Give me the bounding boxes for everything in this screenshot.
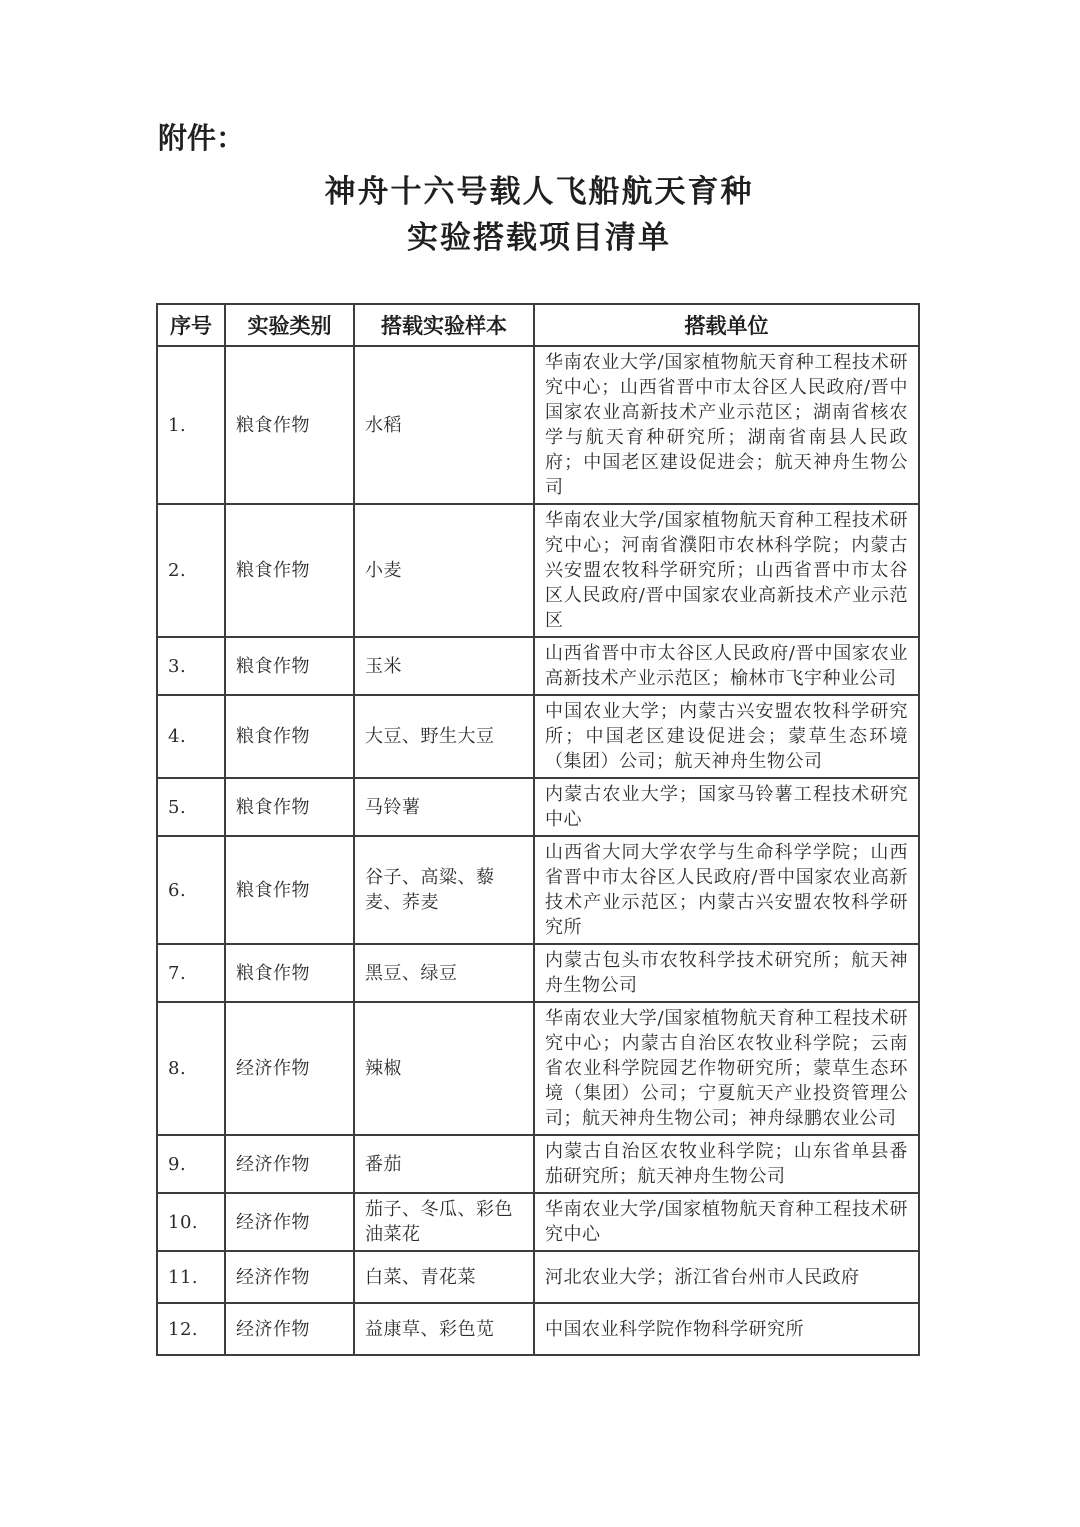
table-row: [157, 1193, 919, 1251]
table-row: [157, 944, 919, 1002]
cell-no: 3.: [157, 637, 225, 695]
table-header-row: [157, 304, 919, 346]
table-row: [157, 1002, 919, 1135]
payload-projects-table: [156, 303, 920, 1356]
cell-category: 经济作物: [225, 1002, 354, 1135]
cell-sample: 小麦: [354, 504, 534, 637]
cell-category: 经济作物: [225, 1135, 354, 1193]
cell-units: 华南农业大学/国家植物航天育种工程技术研究中心；山西省晋中市太谷区人民政府/晋中国家农业高新技术产业示范区；湖南省核农学与航天育种研究所；湖南省南县人民政府；中国老区建设促进会；航天神舟生物公司: [534, 346, 919, 504]
table-row: [157, 778, 919, 836]
cell-sample: 黑豆、绿豆: [354, 944, 534, 1002]
cell-sample: 大豆、野生大豆: [354, 695, 534, 778]
cell-no: 4.: [157, 695, 225, 778]
document-title: [156, 169, 922, 261]
cell-sample: 茄子、冬瓜、彩色油菜花: [354, 1193, 534, 1251]
cell-sample: 辣椒: [354, 1002, 534, 1135]
table-row: [157, 504, 919, 637]
table-row: [157, 695, 919, 778]
cell-sample: 番茄: [354, 1135, 534, 1193]
table-row: [157, 637, 919, 695]
table-row: [157, 346, 919, 504]
col-header-category: 实验类别: [225, 304, 354, 346]
cell-category: 粮食作物: [225, 504, 354, 637]
cell-units: 华南农业大学/国家植物航天育种工程技术研究中心；河南省濮阳市农林科学院；内蒙古兴安盟农牧科学研究所；山西省晋中市太谷区人民政府/晋中国家农业高新技术产业示范区: [534, 504, 919, 637]
cell-no: 10.: [157, 1193, 225, 1251]
cell-no: 5.: [157, 778, 225, 836]
cell-no: 11.: [157, 1251, 225, 1303]
cell-category: 粮食作物: [225, 346, 354, 504]
cell-units: 内蒙古自治区农牧业科学院；山东省单县番茄研究所；航天神舟生物公司: [534, 1135, 919, 1193]
cell-units: 中国农业科学院作物科学研究所: [534, 1303, 919, 1355]
table-row: [157, 1135, 919, 1193]
col-header-sample: 搭载实验样本: [354, 304, 534, 346]
cell-no: 6.: [157, 836, 225, 944]
col-header-no: 序号: [157, 304, 225, 346]
cell-category: 粮食作物: [225, 637, 354, 695]
col-header-units: 搭载单位: [534, 304, 919, 346]
cell-category: 粮食作物: [225, 944, 354, 1002]
cell-sample: 马铃薯: [354, 778, 534, 836]
cell-sample: 谷子、高粱、藜麦、荞麦: [354, 836, 534, 944]
cell-sample: 水稻: [354, 346, 534, 504]
cell-no: 2.: [157, 504, 225, 637]
cell-no: 9.: [157, 1135, 225, 1193]
cell-units: 河北农业大学；浙江省台州市人民政府: [534, 1251, 919, 1303]
title-line-1: 神舟十六号载人飞船航天育种: [324, 174, 754, 210]
table-row: [157, 836, 919, 944]
cell-units: 内蒙古农业大学；国家马铃薯工程技术研究中心: [534, 778, 919, 836]
table-row: [157, 1303, 919, 1355]
cell-units: 内蒙古包头市农牧科学技术研究所；航天神舟生物公司: [534, 944, 919, 1002]
cell-units: 山西省晋中市太谷区人民政府/晋中国家农业高新技术产业示范区；榆林市飞宇种业公司: [534, 637, 919, 695]
title-line-2: 实验搭载项目清单: [407, 220, 671, 256]
cell-category: 经济作物: [225, 1303, 354, 1355]
attachment-label: 附件：: [158, 123, 246, 155]
table-row: [157, 1251, 919, 1303]
cell-units: 华南农业大学/国家植物航天育种工程技术研究中心: [534, 1193, 919, 1251]
cell-category: 粮食作物: [225, 695, 354, 778]
cell-category: 粮食作物: [225, 836, 354, 944]
cell-no: 12.: [157, 1303, 225, 1355]
cell-category: 粮食作物: [225, 778, 354, 836]
cell-sample: 玉米: [354, 637, 534, 695]
cell-no: 7.: [157, 944, 225, 1002]
cell-no: 8.: [157, 1002, 225, 1135]
cell-units: 山西省大同大学农学与生命科学学院；山西省晋中市太谷区人民政府/晋中国家农业高新技术产业示范区；内蒙古兴安盟农牧科学研究所: [534, 836, 919, 944]
cell-sample: 益康草、彩色苋: [354, 1303, 534, 1355]
cell-units: 中国农业大学；内蒙古兴安盟农牧科学研究所；中国老区建设促进会；蒙草生态环境（集团）公司；航天神舟生物公司: [534, 695, 919, 778]
cell-category: 经济作物: [225, 1251, 354, 1303]
cell-no: 1.: [157, 346, 225, 504]
cell-category: 经济作物: [225, 1193, 354, 1251]
cell-sample: 白菜、青花菜: [354, 1251, 534, 1303]
cell-units: 华南农业大学/国家植物航天育种工程技术研究中心；内蒙古自治区农牧业科学院；云南省农业科学院园艺作物研究所；蒙草生态环境（集团）公司；宁夏航天产业投资管理公司；航天神舟生物公司；神舟绿鹏农业公司: [534, 1002, 919, 1135]
